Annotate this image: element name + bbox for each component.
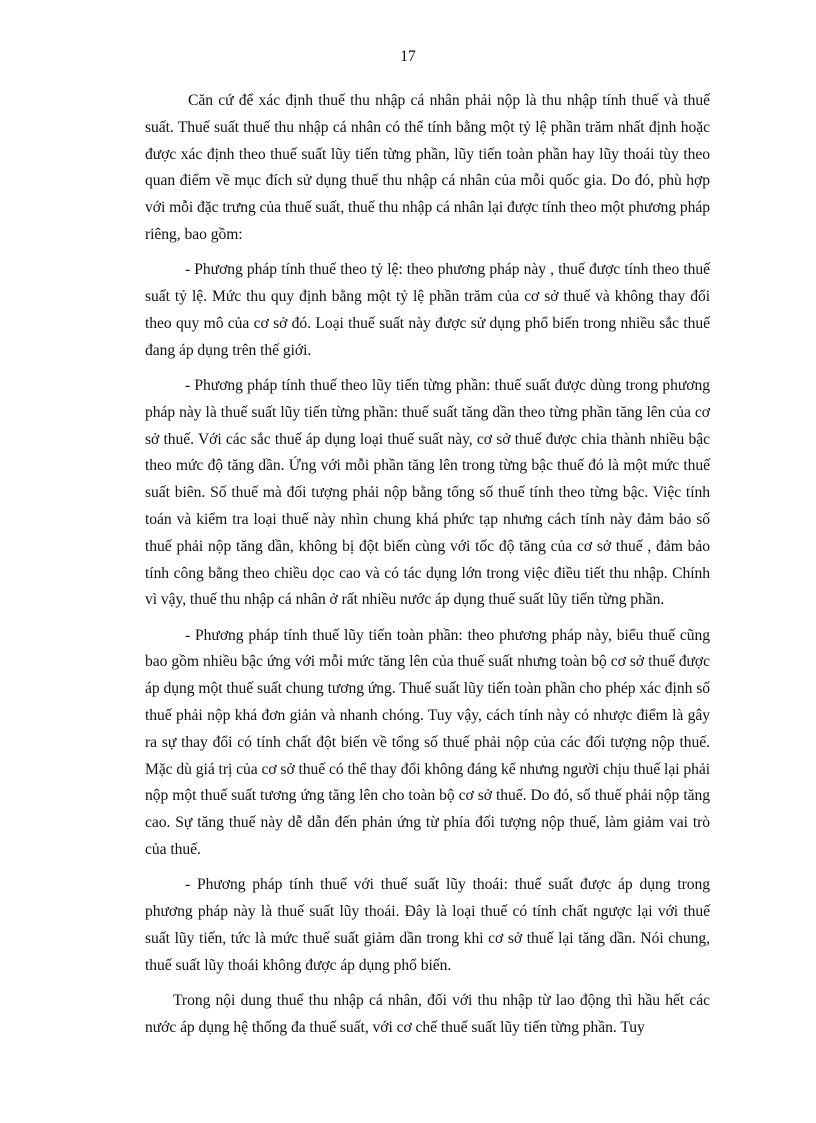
document-body [145, 88, 710, 1050]
paragraph-tax-basis: Căn cứ để xác định thuế thu nhập cá nhân phải nộp là thu nhập tính thuế và thuế suất. Thuế suất thuế thu nhập cá nhân có thể tính bằng một tỷ lệ phần trăm nhất định hoặc được xác định theo thuế suất lũy tiến từng phần, lũy tiến toàn phần hay lũy thoái tùy theo quan điểm về mục đích sử dụng thuế thu nhập cá nhân của mỗi quốc gia. Do đó, phù hợp với mỗi đặc trưng của thuế suất, thuế thu nhập cá nhân lại được tính theo một phương pháp riêng, bao gồm: [145, 92, 710, 243]
page-number: 17 [400, 48, 416, 65]
paragraph-partial-progressive-method: - Phương pháp tính thuế theo lũy tiến từng phần: thuế suất được dùng trong phương pháp này là thuế suất lũy tiến từng phần: thuế suất tăng dần theo từng phần tăng lên của cơ sở thuế. Với các sắc thuế áp dụng loại thuế suất này, cơ sở thuế được chia thành nhiều bậc theo mức độ tăng dần. Ứng với mỗi phần tăng lên trong từng bậc thuế đó là một mức thuế suất biên. Số thuế mà đối tượng phải nộp bằng tổng số thuế tính theo từng bậc. Việc tính toán và kiểm tra loại thuế này nhìn chung khá phức tạp nhưng cách tính này đảm bảo số thuế phải nộp tăng dần, không bị đột biến cùng với tốc độ tăng của cơ sở thuế , đảm bảo tính công bằng theo chiều dọc cao và có tác dụng lớn trong việc điều tiết thu nhập. Chính vì vậy, thuế thu nhập cá nhân ở rất nhiều nước áp dụng thuế suất lũy tiến từng phần. [145, 376, 710, 609]
paragraph-labor-income: Trong nội dung thuế thu nhập cá nhân, đối với thu nhập từ lao động thì hầu hết các nước áp dụng hệ thống đa thuế suất, với cơ chế thuế suất lũy tiến từng phần. Tuy [145, 992, 710, 1036]
paragraph-full-progressive-method: - Phương pháp tính thuế lũy tiến toàn phần: theo phương pháp này, biểu thuế cũng bao gồm nhiều bậc ứng với mỗi mức tăng lên của thuế suất nhưng toàn bộ cơ sở thuế được áp dụng một thuế suất chung tương ứng. Thuế suất lũy tiến toàn phần cho phép xác định số thuế phải nộp khá đơn giản và nhanh chóng. Tuy vậy, cách tính này có nhược điểm là gây ra sự thay đổi có tính chất đột biến về tổng số thuế phải nộp của các đối tượng nộp thuế. Mặc dù giá trị của cơ sở thuế có thể thay đổi không đáng kể nhưng người chịu thuế lại phải nộp một thuế suất tương ứng tăng lên cho toàn bộ cơ sở thuế. Do đó, số thuế phải nộp tăng cao. Sự tăng thuế này dễ dẫn đến phản ứng từ phía đối tượng nộp thuế, làm giảm vai trò của thuế. [145, 626, 710, 859]
paragraph-regressive-method: - Phương pháp tính thuế với thuế suất lũy thoái: thuế suất được áp dụng trong phương pháp này là thuế suất lũy thoái. Đây là loại thuế có tính chất ngược lại với thuế suất lũy tiến, tức là mức thuế suất giảm dần trong khi cơ sở thuế lại tăng dần. Nói chung, thuế suất lũy thoái không được áp dụng phổ biến. [145, 876, 710, 974]
paragraph-proportional-method: - Phương pháp tính thuế theo tỷ lệ: theo phương pháp này , thuế được tính theo thuế suất tỷ lệ. Mức thu quy định bằng một tỷ lệ phần trăm của cơ sở thuế và không thay đổi theo quy mô của cơ sở đó. Loại thuế suất này được sử dụng phổ biến trong nhiều sắc thuế đang áp dụng trên thế giới. [145, 261, 710, 359]
